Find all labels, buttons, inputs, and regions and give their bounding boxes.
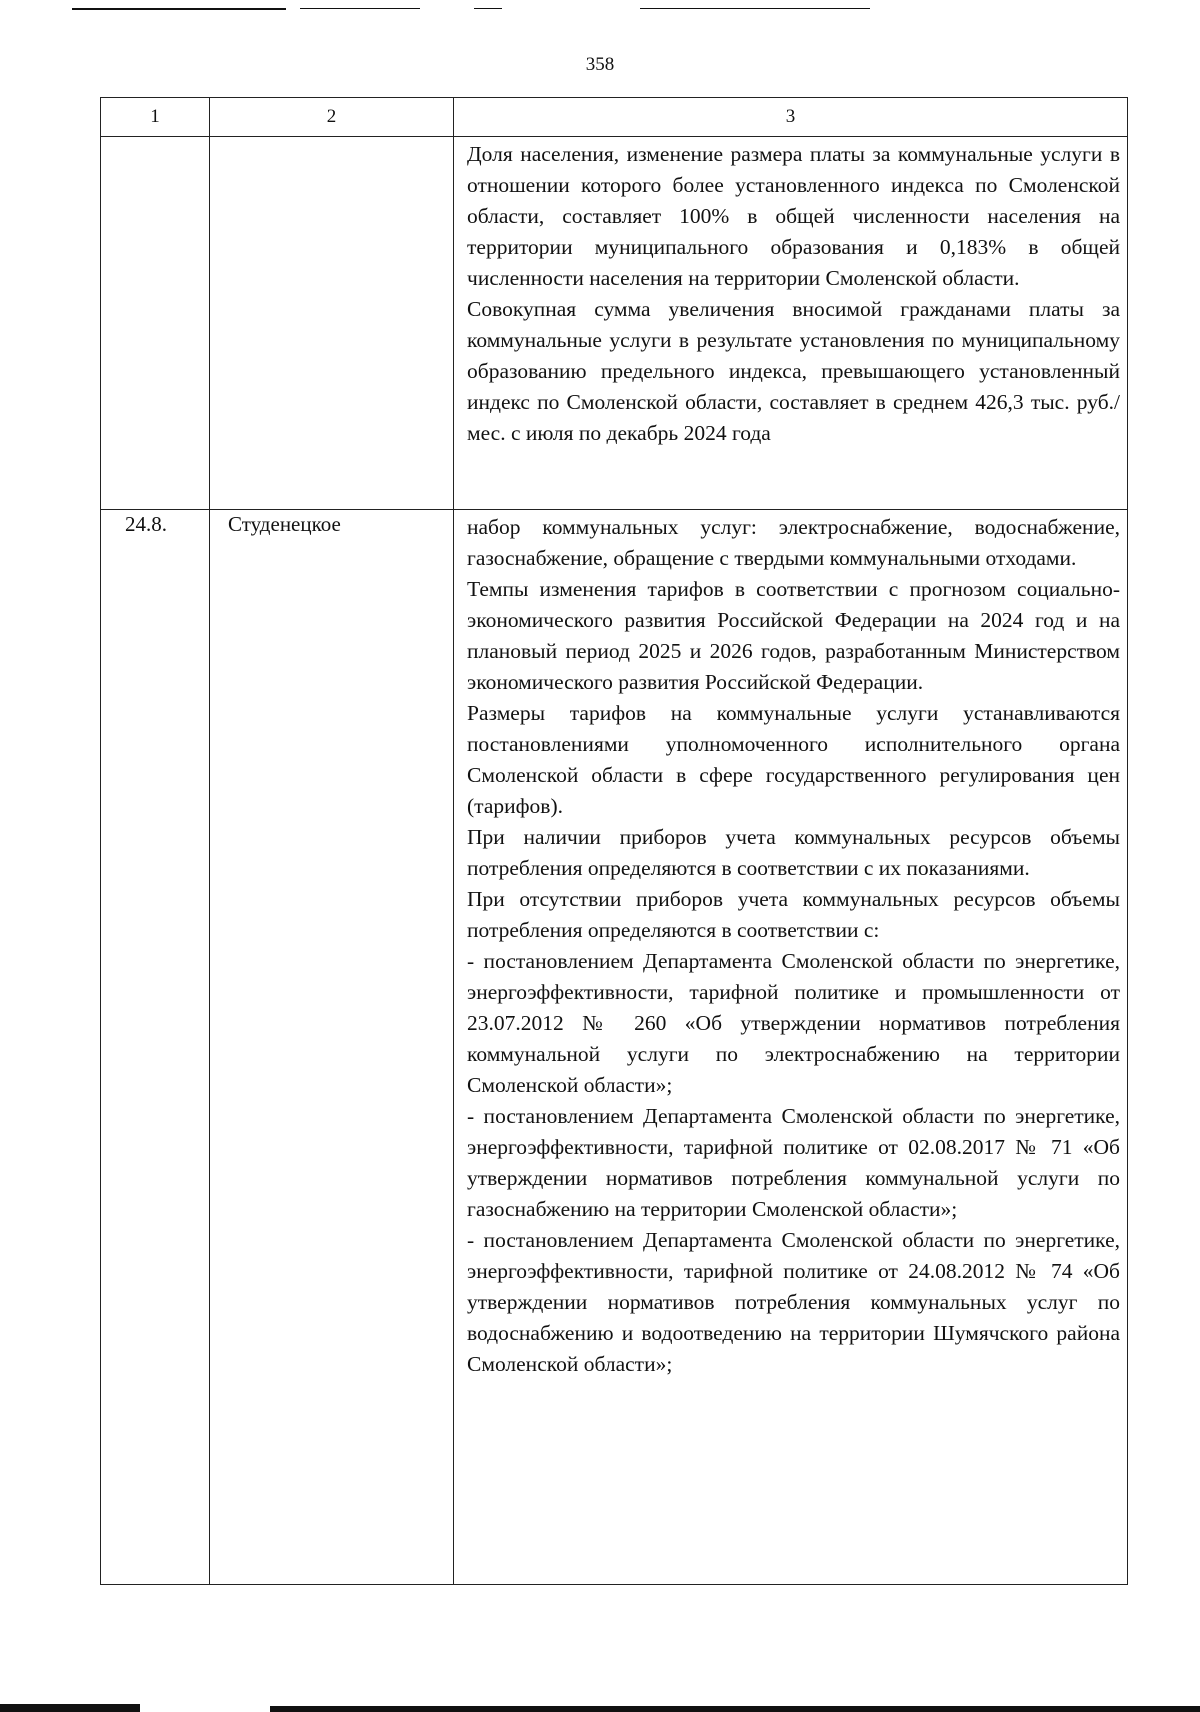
scan-artifact-top	[300, 8, 420, 9]
header-cell-1: 1	[101, 98, 210, 137]
description-cell	[454, 137, 1128, 510]
scan-artifact-bottom	[270, 1706, 1200, 1712]
scan-artifact-top	[640, 8, 870, 9]
scan-artifact-bottom	[0, 1704, 140, 1712]
paragraph: При отсутствии приборов учета коммунальных ресурсов объемы потребления определяются в соответствии с:	[467, 887, 1120, 942]
table-header-row	[101, 98, 1128, 137]
paragraph: Темпы изменения тарифов в соответствии с прогнозом социально-экономического развития Российской Федерации на 2024 год и на плановый период 2025 и 2026 годов, разработанным Министерством экономического развития Российской Федерации.	[467, 577, 1120, 694]
table-row	[101, 137, 1128, 510]
row-number-cell	[101, 137, 210, 510]
paragraph: - постановлением Департамента Смоленской области по энергетике, энергоэффективности, тарифной политике от 24.08.2012 № 74 «Об утверждении нормативов потребления коммунальных услуг по водоснабжению и водоотведению на территории Шумячского района Смоленской области»;	[467, 1228, 1120, 1376]
table-row	[101, 510, 1128, 1585]
paragraph: - постановлением Департамента Смоленской области по энергетике, энергоэффективности, тарифной политике от 02.08.2017 № 71 «Об утверждении нормативов потребления коммунальной услуги по газоснабжению на территории Смоленской области»;	[467, 1104, 1120, 1221]
row-number-cell: 24.8.	[101, 510, 210, 1585]
scan-artifact-top	[72, 8, 286, 10]
header-cell-3: 3	[454, 98, 1128, 137]
paragraph: Совокупная сумма увеличения вносимой гражданами платы за коммунальные услуги в результате установления по муниципальному образованию предельного индекса, превышающего установленный индекс по Смоленской области, составляет в среднем 426,3 тыс. руб./мес. с июля по декабрь 2024 года	[467, 297, 1120, 445]
header-cell-2: 2	[210, 98, 454, 137]
paragraph: При наличии приборов учета коммунальных ресурсов объемы потребления определяются в соответствии с их показаниями.	[467, 825, 1120, 880]
paragraph: Размеры тарифов на коммунальные услуги устанавливаются постановлениями уполномоченного исполнительного органа Смоленской области в сфере государственного регулирования цен (тарифов).	[467, 701, 1120, 818]
municipality-name-cell: Студенецкое	[210, 510, 454, 1585]
paragraph: Доля населения, изменение размера платы за коммунальные услуги в отношении которого более установленного индекса по Смоленской области, составляет 100% в общей численности населения на территории муниципального образования и 0,183% в общей численности населения на территории Смоленской области.	[467, 142, 1120, 290]
paragraph: - постановлением Департамента Смоленской области по энергетике, энергоэффективности, тарифной политике и промышленности от 23.07.2012 № 260 «Об утверждении нормативов потребления коммунальной услуги по электроснабжению на территории Смоленской области»;	[467, 949, 1120, 1097]
scan-artifact-top	[474, 8, 502, 9]
page-number: 358	[585, 54, 615, 75]
document-table	[100, 97, 1128, 1585]
municipality-name-cell	[210, 137, 454, 510]
description-cell	[454, 510, 1128, 1585]
paragraph: набор коммунальных услуг: электроснабжение, водоснабжение, газоснабжение, обращение с твердыми коммунальными отходами.	[467, 515, 1120, 570]
